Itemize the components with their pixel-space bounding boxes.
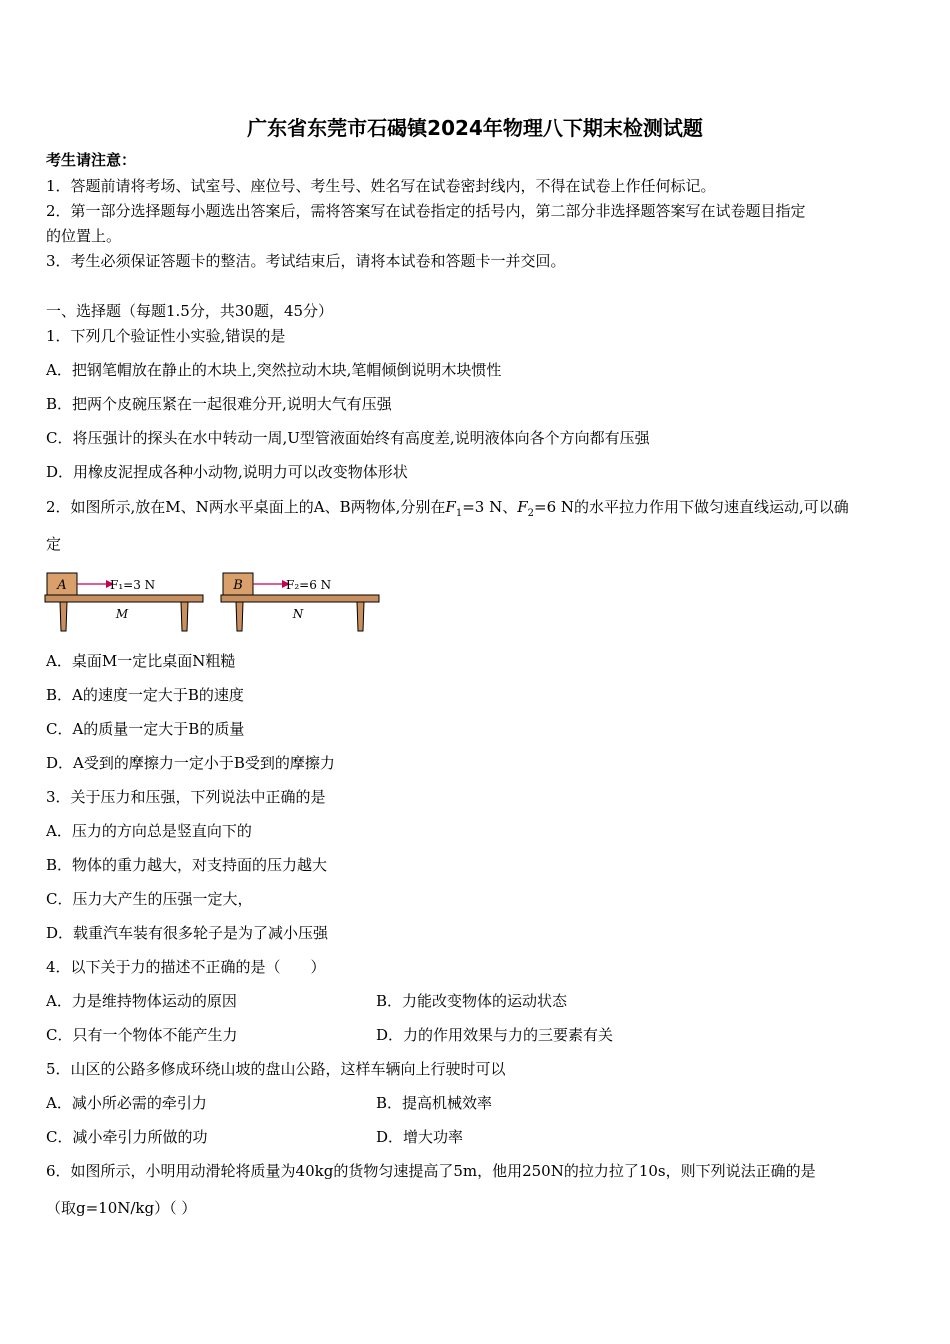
question-4-option-a: A．力是维持物体运动的原因 — [46, 992, 237, 1010]
question-3-option-b: B．物体的重力越大，对支持面的压力越大 — [46, 856, 328, 874]
question-3-option-d: D．载重汽车装有很多轮子是为了减小压强 — [46, 924, 329, 942]
tables-diagram — [40, 566, 390, 636]
question-2-option-d: D．A受到的摩擦力一定小于B受到的摩擦力 — [46, 754, 335, 772]
table-m-leg — [60, 602, 67, 631]
table-n-label: N — [292, 607, 304, 621]
question-2-option-b: B．A的速度一定大于B的速度 — [46, 686, 244, 704]
force-b-label: F₂=6 N — [286, 578, 332, 592]
page-title: 广东省东莞市石碣镇2024年物理八下期末检测试题 — [247, 116, 703, 140]
table-n-leg — [236, 602, 243, 631]
question-4-stem: 4．以下关于力的描述不正确的是（ ） — [46, 958, 326, 976]
question-1-option-a: A．把钢笔帽放在静止的木块上,突然拉动木块,笔帽倾倒说明木块惯性 — [46, 361, 502, 379]
table-m-figure — [45, 573, 203, 631]
question-2-stem-cont: 定 — [46, 535, 62, 553]
block-b-label: B — [233, 578, 243, 593]
question-1-option-c: C．将压强计的探头在水中转动一周,U型管液面始终有高度差,说明液体向各个方向都有压强 — [46, 429, 650, 447]
table-m-top — [45, 595, 203, 602]
notice-item: 3．考生必须保证答题卡的整洁。考试结束后，请将本试卷和答题卡一并交回。 — [46, 252, 566, 270]
table-n-leg — [357, 602, 364, 631]
question-1-stem: 1．下列几个验证性小实验,错误的是 — [46, 327, 286, 345]
question-1-option-b: B．把两个皮碗压紧在一起很难分开,说明大气有压强 — [46, 395, 392, 413]
table-n-top — [221, 595, 379, 602]
question-3-option-a: A．压力的方向总是竖直向下的 — [46, 822, 252, 840]
question-4-option-d: D．力的作用效果与力的三要素有关 — [376, 1026, 614, 1044]
question-5-option-d: D．增大功率 — [376, 1128, 464, 1146]
table-m-label: M — [115, 607, 129, 621]
notice-item: 的位置上。 — [46, 227, 122, 245]
notice-heading: 考生请注意： — [46, 151, 137, 169]
notice-item: 2．第一部分选择题每小题选出答案后，需将答案写在试卷指定的括号内，第二部分非选择题答案写在试卷题目指定 — [46, 202, 806, 220]
question-2-option-c: C．A的质量一定大于B的质量 — [46, 720, 245, 738]
question-5-stem: 5．山区的公路多修成环绕山坡的盘山公路，这样车辆向上行驶时可以 — [46, 1060, 506, 1078]
question-1-option-d: D．用橡皮泥捏成各种小动物,说明力可以改变物体形状 — [46, 463, 408, 481]
question-5-option-b: B．提高机械效率 — [376, 1094, 493, 1112]
question-5-option-c: C．减小牵引力所做的功 — [46, 1128, 208, 1146]
notice-item: 1．答题前请将考场、试室号、座位号、考生号、姓名写在试卷密封线内，不得在试卷上作任何标记。 — [46, 177, 716, 195]
question-3-stem: 3．关于压力和压强，下列说法中正确的是 — [46, 788, 326, 806]
question-2-option-a: A．桌面M一定比桌面N粗糙 — [46, 652, 236, 670]
question-4-option-b: B．力能改变物体的运动状态 — [376, 992, 568, 1010]
block-a-label: A — [57, 578, 67, 593]
question-6-stem: 6．如图所示，小明用动滑轮将质量为40kg的货物匀速提高了5m，他用250N的拉力拉了10s，则下列说法正确的是 — [46, 1162, 816, 1180]
section-heading: 一、选择题（每题1.5分，共30题，45分） — [46, 302, 334, 320]
question-3-option-c: C．压力大产生的压强一定大， — [46, 890, 253, 908]
question-5-option-a: A．减小所必需的牵引力 — [46, 1094, 207, 1112]
question-6-stem-cont: （取g=10N/kg）（ ） — [46, 1199, 197, 1217]
force-a-label: F₁=3 N — [110, 578, 156, 592]
table-n-figure — [221, 573, 379, 631]
question-2-stem: 2．如图所示,放在M、N两水平桌面上的A、B两物体,分别在$F_1=3$ N、$F_2=6$ N的水平拉力作用下做匀速直线运动,可以确 — [46, 498, 849, 519]
table-m-leg — [181, 602, 188, 631]
question-4-option-c: C．只有一个物体不能产生力 — [46, 1026, 238, 1044]
